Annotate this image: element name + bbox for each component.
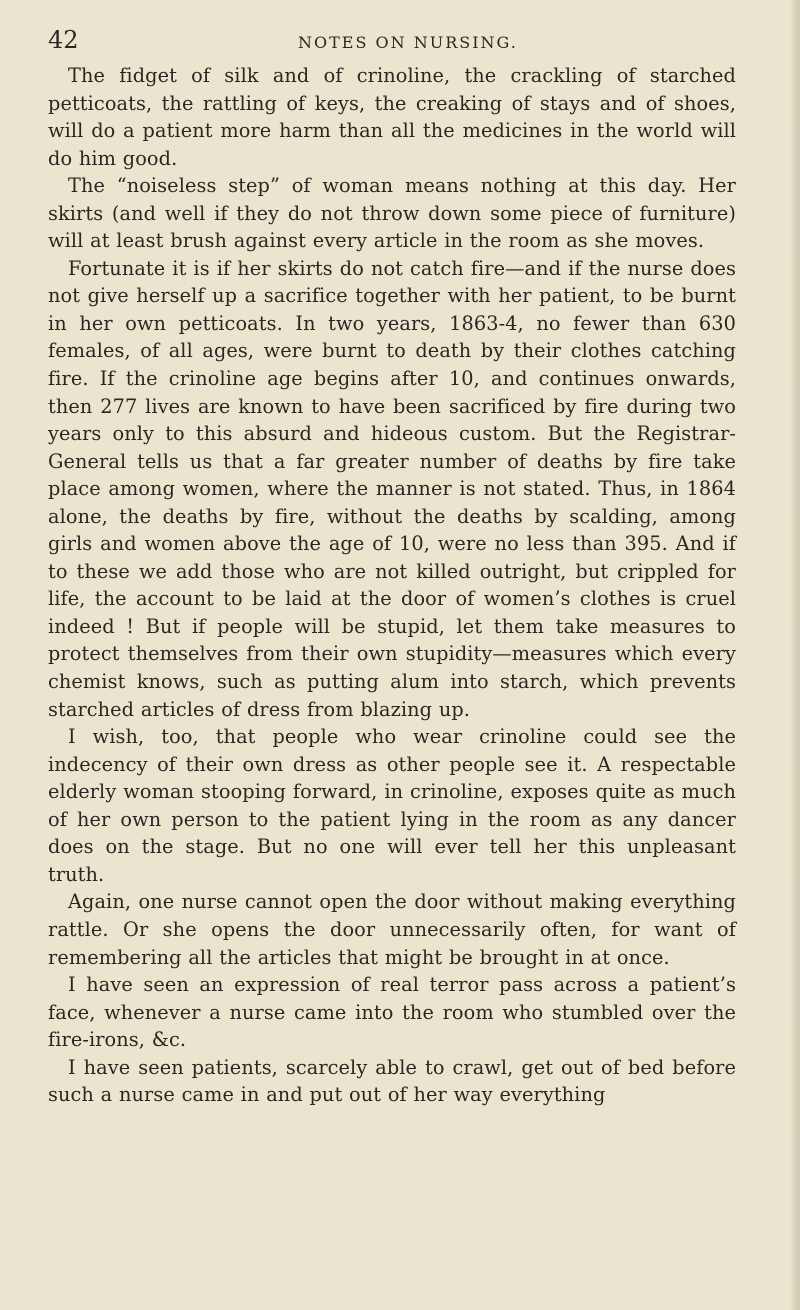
paragraph: The “noiseless step” of woman means nothing at this day. Her skirts (and well if they do not throw down some piece of furniture) will at least brush against every article in the room as she moves.	[48, 174, 736, 253]
paragraph: I wish, too, that people who wear crinoline could see the indecency of their own dress as other people see it. A respectable elderly woman stooping forward, in crinoline, exposes quite as much of her own person to the patient lying in the room as any dancer does on the stage. But no one will ever tell her this unpleasant truth.	[48, 725, 736, 886]
page-edge	[790, 0, 800, 1310]
paragraph: I have seen patients, scarcely able to crawl, get out of bed before such a nurse came in and put out of her way everything	[48, 1055, 736, 1107]
body-text	[48, 62, 736, 1109]
paragraph: Again, one nurse cannot open the door without making everything rattle. Or she opens the door unnecessarily often, for want of remembering all the articles that might be brought in at once.	[48, 890, 736, 969]
paragraph: Fortunate it is if her skirts do not catch fire—and if the nurse does not give herself up a sacrifice together with her patient, to be burnt in her own petticoats. In two years, 1863-4, no fewer than 630 females, of all ages, were burnt to death by their clothes catching fire. If the crinoline age begins after 10, and continues onwards, then 277 lives are known to have been sacrificed by fire during two years only to this absurd and hideous custom. But the Registrar-General tells us that a far greater number of deaths by fire take place among women, where the manner is not stated. Thus, in 1864 alone, the deaths by fire, without the deaths by scalding, among girls and women above the age of 10, were no less than 395. And if to these we add those who are not killed outright, but crippled for life, the account to be laid at the door of women’s clothes is cruel indeed ! But if people will be stupid, let them take measures to protect themselves from their own stupidity—measures which every chemist knows, such as putting alum into starch, which prevents starched articles of dress from blazing up.	[48, 256, 736, 721]
running-head: NOTES ON NURSING.	[298, 33, 518, 52]
paragraph: I have seen an expression of real terror pass across a patient’s face, whenever a nurse came into the room who stumbled over the fire-irons, &c.	[48, 973, 736, 1052]
page-number: 42	[48, 26, 79, 54]
page-header	[48, 26, 738, 56]
paragraph: The fidget of silk and of crinoline, the crackling of starched petticoats, the rattling of keys, the creaking of stays and of shoes, will do a patient more harm than all the medicines in the world will do him good.	[48, 64, 736, 170]
